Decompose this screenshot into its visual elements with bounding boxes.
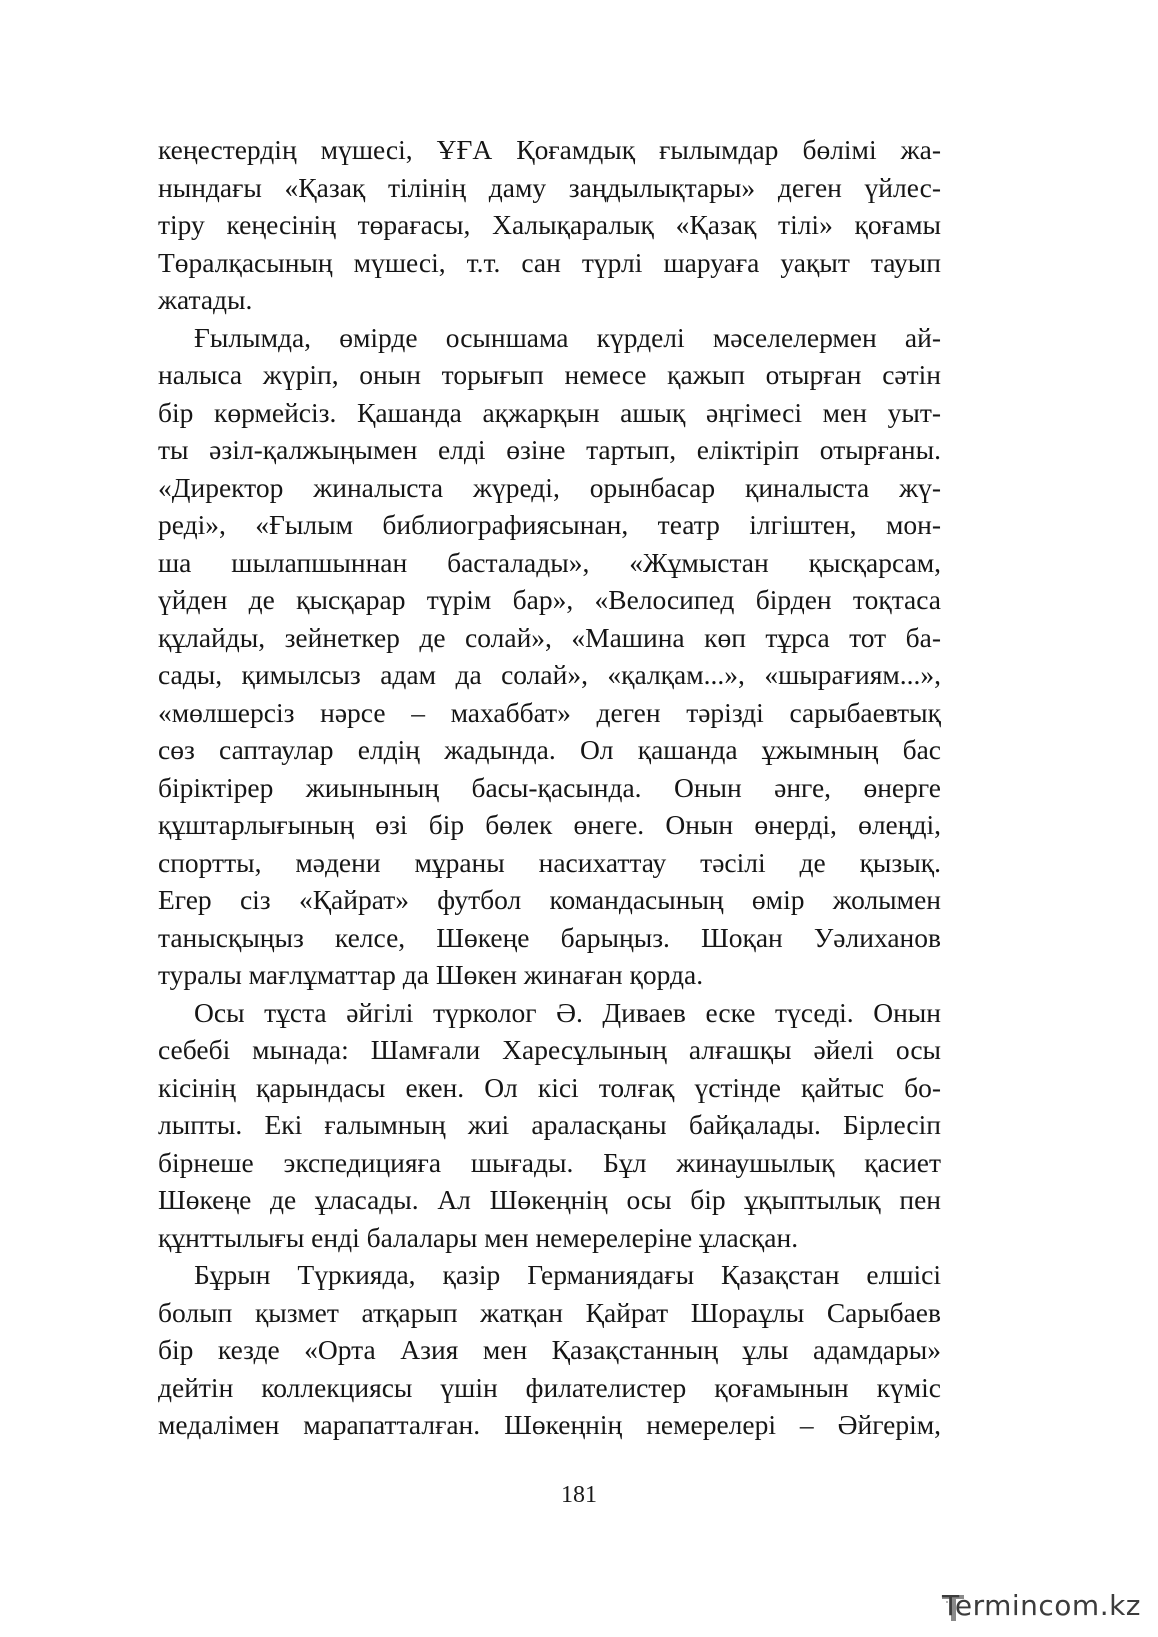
body-text	[158, 131, 941, 1444]
text-line: құлайды, зейнеткер де солай», «Машина көп тұрса тот ба-	[158, 621, 941, 653]
watermark-text: Termincom.kz	[942, 1589, 1142, 1622]
text-line: «Директор жиналыста жүреді, орынбасар қиналыста жү-	[158, 471, 941, 503]
paragraph-first-line: Ғылымда, өмірде осыншама күрделі мәселелермен ай-	[194, 321, 941, 353]
page-number: 181	[561, 1482, 597, 1508]
text-line: себебі мынада: Шамғали Харесұлының алғашқы әйелі осы	[158, 1034, 941, 1065]
text-line: жатады.	[158, 284, 253, 315]
text-line: лыпты. Екі ғалымның жиі араласқаны байқалады. Бірлесіп	[158, 1109, 941, 1140]
text-line: кісінің қарындасы екен. Ол кісі толғақ үстінде қайтыс бо-	[158, 1071, 941, 1103]
text-line: реді», «Ғылым библиографиясынан, театр ілгіштен, мон-	[158, 509, 941, 540]
text-line: ша шылапшыннан басталады», «Жұмыстан қысқарсам,	[158, 546, 941, 578]
text-line: «мөлшерсіз нәрсе – махаббат» деген тәрізді сарыбаевтық	[158, 696, 941, 728]
text-line: тіру кеңесінің төрағасы, Халықаралық «Қазақ тілі» қоғамы	[158, 209, 941, 240]
text-line: спортты, мәдени мұраны насихаттау тәсілі де қызық.	[158, 846, 941, 878]
text-line: туралы мағлұматтар да Шөкен жинаған қорда.	[158, 959, 704, 990]
text-line: налыса жүріп, онын торығып немесе қажып отырған сәтін	[158, 359, 941, 390]
text-line: медалімен марапатталған. Шөкеңнің немерелері – Әйгерім,	[158, 1409, 941, 1440]
text-line: танысқыңыз келсе, Шөкеңе барыңыз. Шоқан Уәлиханов	[158, 921, 941, 953]
text-line: дейтін коллекциясы үшін филателистер қоғамынын күміс	[158, 1371, 941, 1403]
paragraph-first-line: Бұрын Түркияда, қазір Германиядағы Қазақстан елшісі	[194, 1259, 941, 1290]
text-line: нындағы «Қазақ тілінің даму заңдылықтары» деген үйлес-	[158, 171, 941, 203]
text-line: Егер сіз «Қайрат» футбол командасының өмір жолымен	[158, 884, 941, 915]
text-line: біріктірер жиынының басы-қасында. Онын әнге, өнерге	[158, 771, 941, 803]
text-line: бір көрмейсіз. Қашанда ақжарқын ашық әңгімесі мен уыт-	[158, 396, 941, 428]
text-line: Шөкеңе де ұласады. Ал Шөкеңнің осы бір ұқыптылық пен	[158, 1184, 941, 1215]
text-line: болып қызмет атқарып жатқан Қайрат Шораұлы Сарыбаев	[158, 1296, 941, 1328]
text-line: бірнеше экспедицияға шығады. Бұл жинаушылық қасиет	[158, 1146, 941, 1178]
text-line: сөз саптаулар елдің жадында. Ол қашанда ұжымның бас	[158, 734, 941, 765]
text-line: бір кезде «Орта Азия мен Қазақстанның ұлы адамдары»	[158, 1334, 941, 1365]
text-line: сады, қимылсыз адам да солай», «қалқам...», «шырағиям...»,	[158, 659, 941, 690]
text-line: құштарлығының өзі бір бөлек өнеге. Онын өнерді, өлеңді,	[158, 809, 941, 840]
text-line: үйден де қысқарар түрім бар», «Велосипед бірден тоқтаса	[158, 584, 941, 615]
text-line: Төралқасының мүшесі, т.т. сан түрлі шаруаға уақыт тауып	[158, 246, 941, 278]
site-watermark	[942, 1586, 1152, 1630]
text-line: ты әзіл-қалжыңымен елді өзіне тартып, еліктіріп отырғаны.	[158, 434, 941, 465]
text-line: құнттылығы енді балалары мен немерелеріне ұласқан.	[158, 1221, 799, 1253]
paragraph-first-line: кеңестердің мүшесі, ҰҒА Қоғамдық ғылымдар бөлімі жа-	[158, 134, 941, 165]
paragraph-first-line: Осы тұста әйгілі түрколог Ә. Диваев еске түседі. Онын	[194, 996, 941, 1028]
